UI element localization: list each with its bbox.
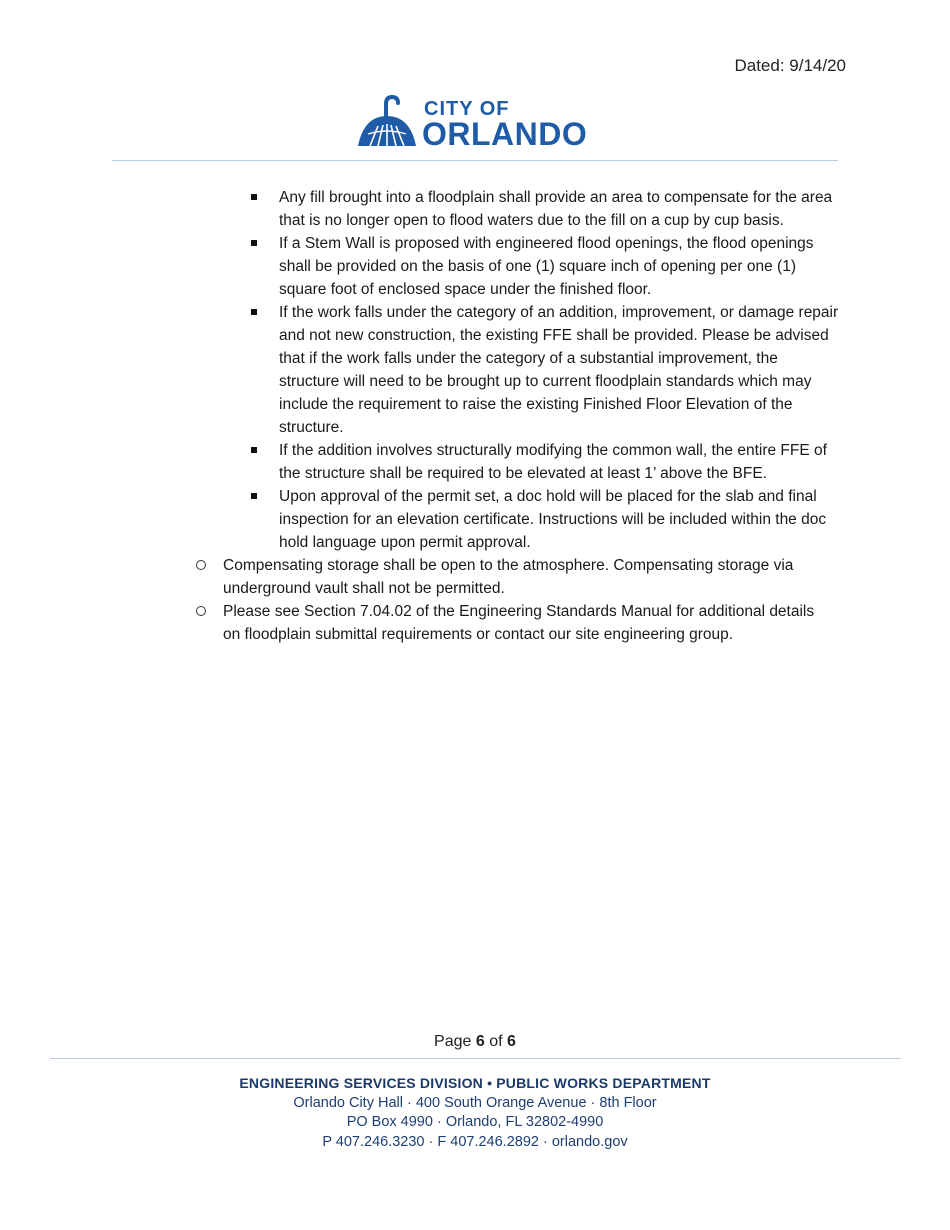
footer (0, 1074, 950, 1152)
square-bullet-icon (251, 493, 257, 499)
page-number: Page 6 of 6 (434, 1033, 516, 1050)
list-item: Please see Section 7.04.02 of the Engineering Standards Manual for additional details on floodplain submittal requirements or contact our site engineering group. (0, 600, 950, 646)
fountain-logo-icon (356, 94, 420, 150)
square-bullet-icon (251, 309, 257, 315)
list-item: If the work falls under the category of an addition, improvement, or damage repair and not new construction, the existing FFE shall be provided. Please be advised that if the work falls under the category of a substantial improvement, the structure will need to be brought up to current floodplain standards which may include the requirement to raise the existing Finished Floor Elevation of the structure. (0, 301, 950, 439)
list-item: Upon approval of the permit set, a doc hold will be placed for the slab and final inspection for an elevation certificate. Instructions will be included within the doc hold language upon permit approval. (0, 485, 950, 554)
list-item: Any fill brought into a floodplain shall provide an area to compensate for the area that is no longer open to flood waters due to the fill on a cup by cup basis. (0, 186, 950, 232)
circle-bullet-icon (196, 606, 206, 616)
footer-address-line-1: Orlando City Hall · 400 South Orange Avenue · 8th Floor (293, 1094, 657, 1111)
website-link[interactable]: orlando.gov (551, 1133, 628, 1150)
footer-divider (50, 1058, 901, 1059)
city-of-orlando-logo (356, 94, 596, 150)
list-item: Compensating storage shall be open to the atmosphere. Compensating storage via underground vault shall not be permitted. (0, 554, 950, 600)
logo-city-of-text: CITY OF (424, 98, 510, 120)
footer-division: ENGINEERING SERVICES DIVISION • PUBLIC WORKS DEPARTMENT (239, 1075, 711, 1091)
header-divider (112, 160, 838, 161)
list-item: If the addition involves structurally modifying the common wall, the entire FFE of the structure shall be required to be elevated at least 1’ above the BFE. (0, 439, 950, 485)
square-bullet-icon (251, 447, 257, 453)
square-bullet-list (0, 186, 950, 554)
footer-contact-line: P 407.246.3230 · F 407.246.2892 · orlando.gov (322, 1133, 628, 1150)
list-item: If a Stem Wall is proposed with engineered flood openings, the flood openings shall be provided on the basis of one (1) square inch of opening per one (1) square foot of enclosed space under the finished floor. (0, 232, 950, 301)
dated-label: Dated: 9/14/20 (734, 56, 846, 75)
square-bullet-icon (251, 240, 257, 246)
footer-address-line-2: PO Box 4990 · Orlando, FL 32802-4990 (346, 1114, 604, 1130)
square-bullet-icon (251, 194, 257, 200)
logo-orlando-text: ORLANDO (422, 116, 588, 152)
document-body (0, 186, 950, 646)
circle-bullet-list (0, 554, 950, 646)
circle-bullet-icon (196, 560, 206, 570)
